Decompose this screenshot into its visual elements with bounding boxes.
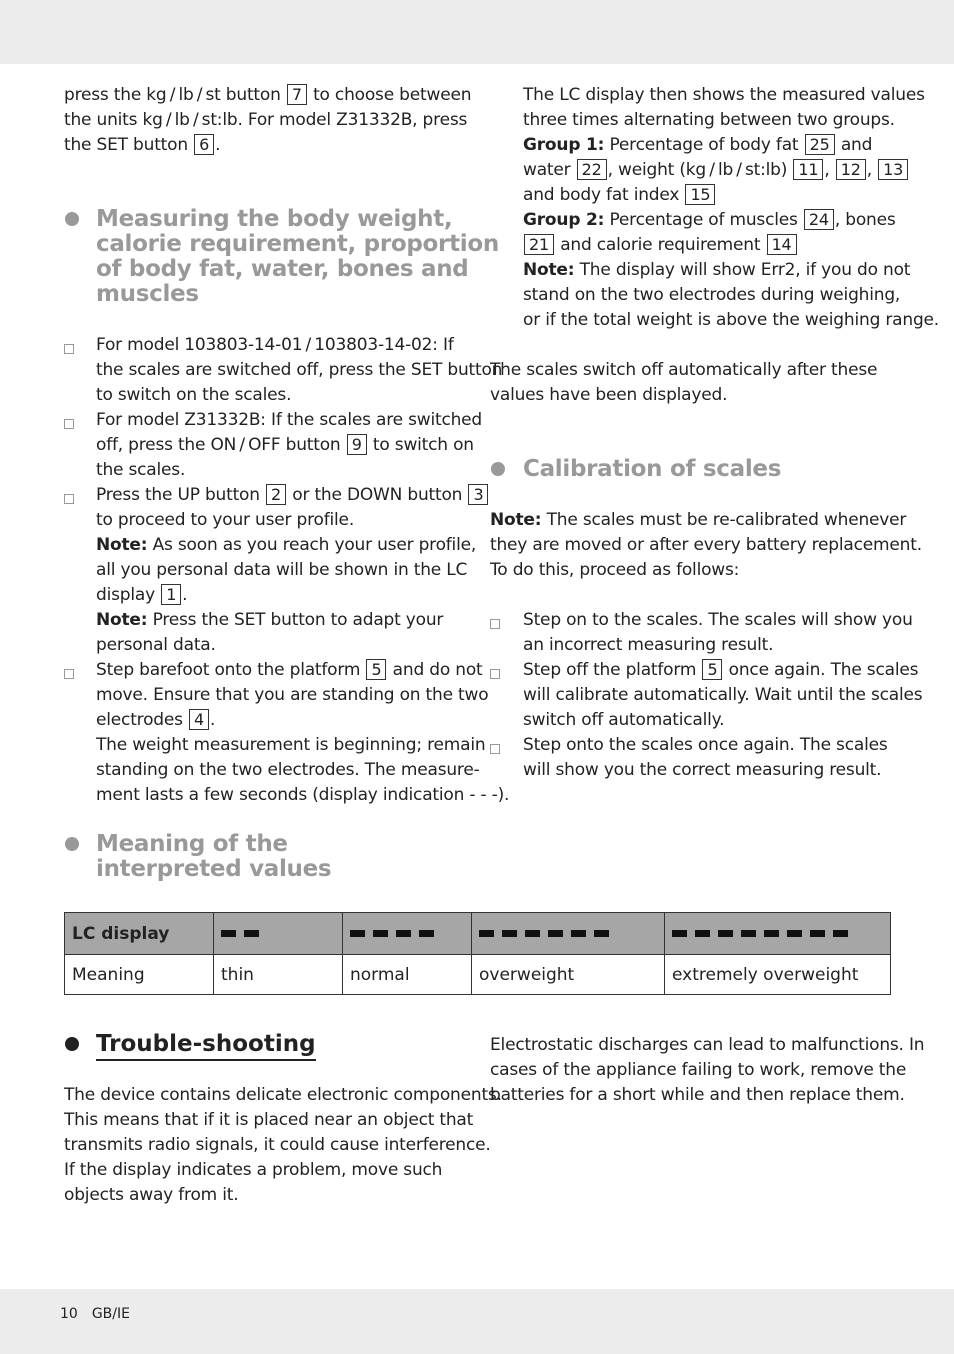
intro-line-1: press the kg / lb / st button 7 to choose between [64,85,472,105]
step3-line-2: to proceed to your user profile. [96,510,355,530]
weight-line-2: standing on the two electrodes. The measure- [96,760,480,780]
heading-measuring: Measuring the body weight, calorie requirement, proportion of body fat, water, bones and muscles [96,206,499,307]
ref-13: 13 [878,159,908,180]
trouble-right-line-3: batteries for a short while and then replace them. [490,1085,905,1105]
checkbox-square-icon [64,669,74,679]
cal-note-line-2: they are moved or after every battery replacement. [490,535,922,555]
heading-meaning: Meaning of the interpreted values [96,831,332,882]
trouble-left-line-2: This means that if it is placed near an object that [64,1110,474,1130]
ref-15: 15 [685,184,715,205]
dash-cell [665,913,891,955]
button-ref-9: 9 [347,434,367,455]
cal-note-line-1: Note: The scales must be re-calibrated whenever [490,510,907,530]
intro-line-3: the SET button 6 . [64,135,221,155]
lc-display-table [64,912,891,995]
right-note-line-3: or if the total weight is above the weighing range. [523,310,940,330]
button-ref-2: 2 [266,484,286,505]
page-footer [60,1306,144,1322]
button-ref-7: 7 [287,84,307,105]
page-number: 10 [60,1306,78,1322]
cal-step1-line-1: Step on to the scales. The scales will show you [523,610,913,630]
dash-cell [214,913,343,955]
note1-line-3: display 1 . [96,585,188,605]
ref-11: 11 [793,159,823,180]
group2-line-2: 21 and calorie requirement 14 [523,233,798,258]
right-line-2: three times alternating between two groups. [523,110,895,130]
note2-line-2: personal data. [96,635,216,655]
table-cell: overweight [472,955,665,995]
display-ref-1: 1 [161,584,181,605]
table-cell: extremely overweight [665,955,891,995]
checkbox-square-icon [64,419,74,429]
cal-step2-line-2: will calibrate automatically. Wait until the scales [523,685,923,705]
weight-line-1: The weight measurement is beginning; remain [96,735,486,755]
weight-line-3: ment lasts a few seconds (display indication - - -). [96,785,510,805]
switch-off-line-2: values have been displayed. [490,385,728,405]
trouble-right-line-2: cases of the appliance failing to work, remove the [490,1060,907,1080]
trouble-right-line-1: Electrostatic discharges can lead to malfunctions. In [490,1035,925,1055]
group1-line-1: Group 1: Percentage of body fat 25 and [523,135,873,155]
bullet-dot-icon [65,1037,79,1051]
cal-step2-line-1: Step off the platform 5 once again. The scales [523,660,919,680]
checkbox-square-icon [490,669,500,679]
step1-line-1: For model 103803-14-01 / 103803-14-02: If [96,335,454,355]
cal-note-line-3: To do this, proceed as follows: [490,560,740,580]
electrodes-ref-4: 4 [189,709,209,730]
step3-line-1: Press the UP button 2 or the DOWN button 3 [96,483,489,508]
right-note-line-1: Note: The display will show Err2, if you do not [523,260,911,280]
cal-step2-line-3: switch off automatically. [523,710,725,730]
step1-line-2: the scales are switched off, press the SET button [96,360,503,380]
step4-line-1: Step barefoot onto the platform 5 and do not [96,660,483,680]
checkbox-square-icon [64,344,74,354]
heading-trouble-shooting: Trouble-shooting [96,1030,316,1061]
step4-line-2: move. Ensure that you are standing on the two [96,685,489,705]
table-cell: thin [214,955,343,995]
ref-14: 14 [767,234,797,255]
checkbox-square-icon [490,744,500,754]
cal-step1-line-2: an incorrect measuring result. [523,635,774,655]
language-code: GB/IE [91,1306,130,1322]
bullet-dot-icon [65,212,79,226]
button-ref-6: 6 [194,134,214,155]
table-cell: normal [343,955,472,995]
dash-cell [472,913,665,955]
note1-line-2: all you personal data will be shown in the LC [96,560,468,580]
heading-calibration: Calibration of scales [523,456,782,482]
group1-line-2: water 22 , weight (kg / lb / st:lb) 11 , 12 , 13 [523,158,909,183]
ref-24: 24 [804,209,834,230]
ref-21: 21 [524,234,554,255]
group2-line-1: Group 2: Percentage of muscles 24 , bones [523,210,896,230]
step1-line-3: to switch on the scales. [96,385,292,405]
right-line-1: The LC display then shows the measured values [523,85,925,105]
checkbox-square-icon [64,494,74,504]
ref-25: 25 [805,134,835,155]
cal-step3-line-2: will show you the correct measuring result. [523,760,882,780]
note2-line-1: Note: Press the SET button to adapt your [96,610,444,630]
step4-line-3: electrodes 4 . [96,710,216,730]
table-header-label: LC display [65,913,214,955]
switch-off-line-1: The scales switch off automatically after these [490,360,878,380]
platform-ref-5: 5 [702,659,722,680]
table-row [65,955,891,995]
step2-line-3: the scales. [96,460,186,480]
table-header-row [65,913,891,955]
intro-line-2: the units kg / lb / st:lb. For model Z31332B, press [64,110,468,130]
cal-step3-line-1: Step onto the scales once again. The scales [523,735,888,755]
trouble-left-line-5: objects away from it. [64,1185,239,1205]
table-row-label: Meaning [65,955,214,995]
group1-line-3: and body fat index 15 [523,183,716,208]
ref-12: 12 [836,159,866,180]
trouble-left-line-4: If the display indicates a problem, move such [64,1160,443,1180]
ref-22: 22 [577,159,607,180]
step2-line-2: off, press the ON / OFF button 9 to switch on [96,435,474,455]
bullet-dot-icon [491,462,505,476]
trouble-left-line-3: transmits radio signals, it could cause interference. [64,1135,491,1155]
top-band [0,0,954,64]
bullet-dot-icon [65,837,79,851]
button-ref-3: 3 [468,484,488,505]
step2-line-1: For model Z31332B: If the scales are switched [96,410,483,430]
trouble-left-line-1: The device contains delicate electronic components. [64,1085,502,1105]
checkbox-square-icon [490,619,500,629]
note1-line-1: Note: As soon as you reach your user profile, [96,535,477,555]
dash-cell [343,913,472,955]
platform-ref-5: 5 [366,659,386,680]
right-note-line-2: stand on the two electrodes during weighing, [523,285,901,305]
